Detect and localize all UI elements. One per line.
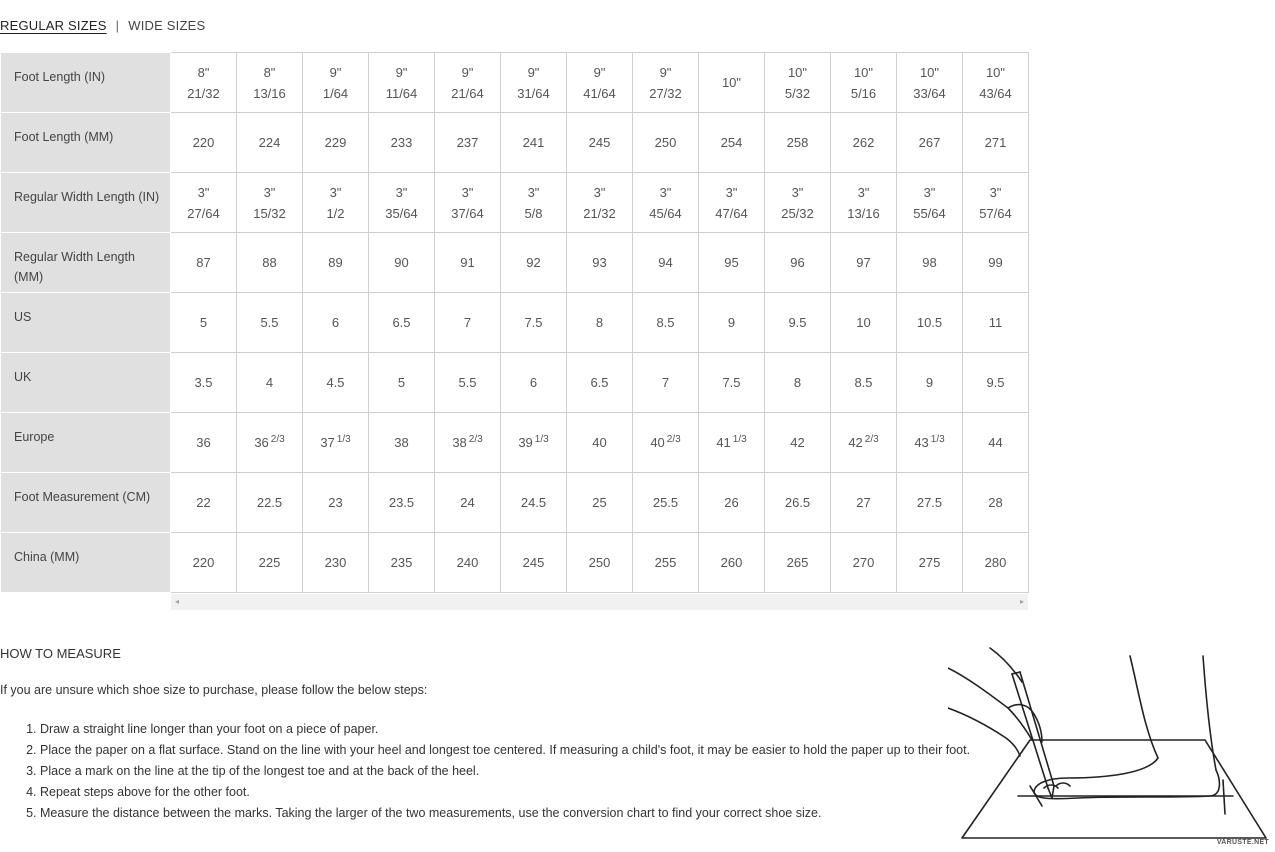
size-cell bbox=[831, 293, 897, 353]
size-cell bbox=[303, 413, 369, 473]
size-cell bbox=[633, 413, 699, 473]
watermark-text: VARUSTE.NET bbox=[1216, 839, 1269, 846]
size-cell bbox=[567, 413, 633, 473]
size-cell bbox=[633, 113, 699, 173]
size-cell bbox=[237, 113, 303, 173]
size-cell-value: 230 bbox=[324, 555, 347, 570]
size-cell-value: 10" bbox=[721, 75, 742, 90]
size-cell bbox=[765, 173, 831, 233]
size-cell-value: 235 bbox=[390, 555, 413, 570]
horizontal-scrollbar[interactable] bbox=[171, 594, 1028, 610]
size-chart-row bbox=[1, 113, 1029, 173]
size-cell bbox=[897, 353, 963, 413]
size-cell bbox=[237, 293, 303, 353]
size-cell bbox=[765, 533, 831, 593]
size-cell bbox=[435, 353, 501, 413]
row-label: Europe bbox=[1, 413, 171, 473]
tab-wide-sizes[interactable]: WIDE SIZES bbox=[128, 18, 206, 33]
size-cell bbox=[501, 53, 567, 113]
size-cell-value: 97 bbox=[856, 255, 871, 270]
size-cell-value: 5.5 bbox=[260, 315, 279, 330]
size-cell bbox=[237, 53, 303, 113]
size-cell bbox=[237, 413, 303, 473]
size-chart-table bbox=[0, 52, 1029, 593]
size-cell bbox=[765, 293, 831, 353]
size-cell-value: 3.5 bbox=[194, 375, 213, 390]
size-cell-value: 8" 21/32 bbox=[187, 64, 220, 101]
size-cell bbox=[699, 233, 765, 293]
size-cell bbox=[765, 413, 831, 473]
size-cell bbox=[501, 473, 567, 533]
size-cell bbox=[765, 53, 831, 113]
size-cell bbox=[699, 53, 765, 113]
size-cell bbox=[171, 293, 237, 353]
size-cell bbox=[303, 533, 369, 593]
size-cell-value: 9" 21/64 bbox=[451, 64, 484, 101]
size-cell bbox=[897, 53, 963, 113]
size-cell-value: 23 bbox=[328, 495, 343, 510]
size-cell-value: 99 bbox=[988, 255, 1003, 270]
size-chart-row bbox=[1, 53, 1029, 113]
size-cell-value: 9" 11/64 bbox=[385, 64, 418, 101]
size-chart-row bbox=[1, 353, 1029, 413]
size-cell-fraction: 2/3 bbox=[666, 433, 681, 445]
size-cell bbox=[699, 533, 765, 593]
measure-step: 3. Place a mark on the line at the tip of the longest toe and at the back of the heel. bbox=[40, 761, 1000, 782]
size-cell-fraction: 2/3 bbox=[468, 433, 483, 445]
size-cell-value: 7.5 bbox=[722, 375, 741, 390]
size-cell-value: 93 bbox=[592, 255, 607, 270]
size-cell-value: 9.5 bbox=[788, 315, 807, 330]
size-cell-value: 8 bbox=[793, 375, 802, 390]
row-label: Foot Length (MM) bbox=[1, 113, 171, 173]
size-cell-value: 28 bbox=[988, 495, 1003, 510]
size-cell bbox=[567, 533, 633, 593]
size-cell-value: 10" 43/64 bbox=[979, 64, 1012, 101]
measure-step: 2. Place the paper on a flat surface. Stand on the line with your heel and longest toe centered. If measuring a child's foot, it may be easier to hold the paper up to their foot. bbox=[40, 740, 1000, 761]
size-cell-value: 241 bbox=[522, 135, 545, 150]
size-cell-value: 9 bbox=[925, 375, 934, 390]
size-cell bbox=[897, 413, 963, 473]
size-cell bbox=[633, 533, 699, 593]
size-cell-value: 3" 57/64 bbox=[979, 184, 1012, 221]
size-cell-value: 260 bbox=[720, 555, 743, 570]
size-cell-value: 3" 27/64 bbox=[187, 184, 220, 221]
size-cell bbox=[303, 473, 369, 533]
size-cell bbox=[699, 113, 765, 173]
size-cell bbox=[897, 473, 963, 533]
size-cell-fraction: 2/3 bbox=[864, 433, 879, 445]
size-cell-value: 6.5 bbox=[392, 315, 411, 330]
size-cell bbox=[303, 353, 369, 413]
size-cell bbox=[567, 113, 633, 173]
size-cell bbox=[501, 533, 567, 593]
size-cell-value: 24.5 bbox=[520, 495, 547, 510]
size-cell-value: 10" 5/16 bbox=[850, 64, 877, 101]
size-cell-value: 3" 1/2 bbox=[326, 184, 345, 221]
size-cell-value: 240 bbox=[456, 555, 479, 570]
size-cell-value: 271 bbox=[984, 135, 1007, 150]
size-cell bbox=[765, 113, 831, 173]
size-cell bbox=[765, 353, 831, 413]
size-cell-value: 44 bbox=[988, 435, 1003, 450]
size-cell bbox=[435, 533, 501, 593]
size-cell bbox=[567, 293, 633, 353]
size-cell-value: 4 bbox=[265, 375, 274, 390]
size-cell bbox=[963, 473, 1029, 533]
size-cell-value: 8.5 bbox=[854, 375, 873, 390]
size-cell-value: 265 bbox=[786, 555, 809, 570]
size-cell bbox=[237, 173, 303, 233]
size-cell-value: 40 bbox=[592, 435, 607, 450]
foot-measuring-illustration bbox=[948, 638, 1275, 847]
size-cell-value: 250 bbox=[654, 135, 677, 150]
size-cell bbox=[963, 53, 1029, 113]
size-cell-value: 90 bbox=[394, 255, 409, 270]
size-cell-value: 87 bbox=[196, 255, 211, 270]
size-cell bbox=[699, 173, 765, 233]
size-cell bbox=[963, 353, 1029, 413]
size-cell bbox=[831, 413, 897, 473]
size-cell bbox=[501, 293, 567, 353]
size-cell bbox=[369, 413, 435, 473]
size-cell bbox=[831, 533, 897, 593]
size-cell bbox=[435, 173, 501, 233]
size-cell-value: 8 bbox=[595, 315, 604, 330]
size-cell-value: 42 bbox=[790, 435, 805, 450]
size-cell bbox=[633, 53, 699, 113]
size-cell bbox=[831, 473, 897, 533]
size-cell bbox=[567, 233, 633, 293]
size-cell bbox=[633, 353, 699, 413]
size-cell bbox=[831, 353, 897, 413]
size-cell bbox=[237, 533, 303, 593]
size-cell bbox=[237, 233, 303, 293]
size-cell-value: 7.5 bbox=[524, 315, 543, 330]
size-cell bbox=[171, 473, 237, 533]
size-cell-value: 245 bbox=[522, 555, 545, 570]
size-cell-value: 237 bbox=[456, 135, 479, 150]
size-cell bbox=[963, 413, 1029, 473]
size-chart-row bbox=[1, 473, 1029, 533]
size-cell-value: 5 bbox=[397, 375, 406, 390]
size-cell-fraction: 1/3 bbox=[930, 433, 945, 445]
size-cell-value: 9" 31/64 bbox=[517, 64, 550, 101]
size-cell-value: 8.5 bbox=[656, 315, 675, 330]
size-chart-row bbox=[1, 173, 1029, 233]
size-cell-value: 96 bbox=[790, 255, 805, 270]
size-cell bbox=[171, 413, 237, 473]
size-cell bbox=[435, 233, 501, 293]
size-cell bbox=[369, 293, 435, 353]
size-cell bbox=[963, 113, 1029, 173]
size-cell bbox=[567, 53, 633, 113]
size-cell-value: 91 bbox=[460, 255, 475, 270]
size-cell bbox=[831, 113, 897, 173]
size-cell bbox=[831, 233, 897, 293]
row-label: Foot Measurement (CM) bbox=[1, 473, 171, 533]
size-cell bbox=[765, 233, 831, 293]
size-cell-value: 270 bbox=[852, 555, 875, 570]
size-cell-value: 22.5 bbox=[256, 495, 283, 510]
size-cell-value: 245 bbox=[588, 135, 611, 150]
measure-step: 4. Repeat steps above for the other foot. bbox=[40, 782, 1000, 803]
size-cell-value: 38 bbox=[394, 435, 409, 450]
size-cell-value: 43 bbox=[914, 435, 929, 450]
size-cell-value: 255 bbox=[654, 555, 677, 570]
size-cell bbox=[897, 113, 963, 173]
size-cell-value: 88 bbox=[262, 255, 277, 270]
size-cell bbox=[435, 113, 501, 173]
size-cell-value: 258 bbox=[786, 135, 809, 150]
size-cell-value: 92 bbox=[526, 255, 541, 270]
size-cell bbox=[501, 413, 567, 473]
size-cell-value: 24 bbox=[460, 495, 475, 510]
size-cell-fraction: 2/3 bbox=[270, 433, 285, 445]
scroll-right-arrow-icon[interactable]: ▸ bbox=[1019, 597, 1024, 606]
size-cell bbox=[699, 473, 765, 533]
size-cell-value: 3" 37/64 bbox=[451, 184, 484, 221]
size-cell bbox=[501, 113, 567, 173]
size-cell-value: 233 bbox=[390, 135, 413, 150]
size-cell-value: 3" 55/64 bbox=[913, 184, 946, 221]
size-cell-value: 38 bbox=[452, 435, 467, 450]
size-cell bbox=[369, 233, 435, 293]
size-cell-value: 9" 1/64 bbox=[322, 64, 349, 101]
size-cell bbox=[303, 53, 369, 113]
size-cell-value: 10 bbox=[856, 315, 871, 330]
row-label: Regular Width Length (MM) bbox=[1, 233, 171, 293]
size-cell bbox=[171, 173, 237, 233]
size-cell bbox=[699, 353, 765, 413]
size-cell bbox=[897, 173, 963, 233]
size-cell bbox=[567, 473, 633, 533]
size-cell-value: 42 bbox=[848, 435, 863, 450]
size-cell bbox=[963, 533, 1029, 593]
size-cell bbox=[237, 353, 303, 413]
size-cell bbox=[501, 173, 567, 233]
size-cell bbox=[435, 473, 501, 533]
size-cell-value: 254 bbox=[720, 135, 743, 150]
size-cell-value: 6 bbox=[331, 315, 340, 330]
size-cell-value: 9" 41/64 bbox=[583, 64, 616, 101]
measure-steps-list bbox=[0, 719, 1000, 824]
size-cell bbox=[963, 173, 1029, 233]
size-tabs bbox=[0, 18, 205, 33]
size-cell-value: 9" 27/32 bbox=[649, 64, 682, 101]
size-cell bbox=[303, 113, 369, 173]
scroll-left-arrow-icon[interactable]: ◂ bbox=[175, 597, 180, 606]
size-cell-value: 3" 15/32 bbox=[253, 184, 286, 221]
size-chart-row bbox=[1, 533, 1029, 593]
measure-step: 5. Measure the distance between the marks. Taking the larger of the two measurements, use the conversion chart to find your correct shoe size. bbox=[40, 803, 1000, 824]
size-cell bbox=[369, 53, 435, 113]
size-cell bbox=[369, 173, 435, 233]
size-cell-value: 10" 33/64 bbox=[913, 64, 946, 101]
size-cell-value: 3" 35/64 bbox=[385, 184, 418, 221]
size-cell bbox=[963, 293, 1029, 353]
size-cell-value: 94 bbox=[658, 255, 673, 270]
size-cell bbox=[699, 413, 765, 473]
size-cell bbox=[303, 233, 369, 293]
size-cell-fraction: 1/3 bbox=[732, 433, 747, 445]
size-cell-value: 40 bbox=[650, 435, 665, 450]
size-cell-value: 250 bbox=[588, 555, 611, 570]
size-cell-value: 22 bbox=[196, 495, 211, 510]
size-cell bbox=[831, 53, 897, 113]
size-cell-value: 6.5 bbox=[590, 375, 609, 390]
size-cell bbox=[831, 173, 897, 233]
size-cell bbox=[567, 173, 633, 233]
size-cell-value: 280 bbox=[984, 555, 1007, 570]
size-cell-value: 220 bbox=[192, 135, 215, 150]
size-cell-value: 224 bbox=[258, 135, 281, 150]
size-cell-value: 39 bbox=[518, 435, 533, 450]
size-cell-value: 36 bbox=[196, 435, 211, 450]
size-cell-value: 7 bbox=[463, 315, 472, 330]
how-to-measure-intro: If you are unsure which shoe size to purchase, please follow the below steps: bbox=[0, 683, 428, 697]
size-cell-fraction: 1/3 bbox=[336, 433, 351, 445]
size-cell-value: 7 bbox=[661, 375, 670, 390]
size-cell-value: 220 bbox=[192, 555, 215, 570]
size-cell bbox=[171, 353, 237, 413]
tab-separator: | bbox=[115, 18, 120, 33]
size-cell bbox=[897, 533, 963, 593]
size-cell-value: 26.5 bbox=[784, 495, 811, 510]
size-cell-fraction: 1/3 bbox=[534, 433, 549, 445]
size-chart-row bbox=[1, 233, 1029, 293]
size-cell-value: 23.5 bbox=[388, 495, 415, 510]
size-cell bbox=[501, 353, 567, 413]
size-cell-value: 11 bbox=[988, 315, 1003, 330]
size-cell-value: 36 bbox=[254, 435, 269, 450]
tab-regular-sizes[interactable]: REGULAR SIZES bbox=[0, 18, 107, 33]
size-cell bbox=[435, 53, 501, 113]
size-cell-value: 5.5 bbox=[458, 375, 477, 390]
size-cell bbox=[963, 233, 1029, 293]
size-cell bbox=[699, 293, 765, 353]
size-cell-value: 26 bbox=[724, 495, 739, 510]
size-cell-value: 10.5 bbox=[916, 315, 943, 330]
size-cell bbox=[171, 533, 237, 593]
size-chart-row bbox=[1, 293, 1029, 353]
size-cell-value: 3" 5/8 bbox=[524, 184, 543, 221]
row-label: UK bbox=[1, 353, 171, 413]
size-cell-value: 275 bbox=[918, 555, 941, 570]
size-cell-value: 9 bbox=[727, 315, 736, 330]
row-label: China (MM) bbox=[1, 533, 171, 593]
foot-drawing-icon bbox=[948, 638, 1275, 847]
size-cell bbox=[171, 113, 237, 173]
how-to-measure-title: HOW TO MEASURE bbox=[0, 646, 121, 661]
row-label: Foot Length (IN) bbox=[1, 53, 171, 113]
size-cell-value: 27.5 bbox=[916, 495, 943, 510]
size-cell-value: 27 bbox=[856, 495, 871, 510]
size-cell bbox=[897, 233, 963, 293]
size-cell-value: 3" 47/64 bbox=[715, 184, 748, 221]
size-cell bbox=[435, 293, 501, 353]
size-cell bbox=[369, 353, 435, 413]
size-cell-value: 25 bbox=[592, 495, 607, 510]
size-cell bbox=[237, 473, 303, 533]
measure-step: 1. Draw a straight line longer than your foot on a piece of paper. bbox=[40, 719, 1000, 740]
size-cell bbox=[633, 473, 699, 533]
size-cell-value: 3" 45/64 bbox=[649, 184, 682, 221]
size-chart-body bbox=[1, 53, 1029, 593]
size-cell bbox=[765, 473, 831, 533]
size-cell-value: 41 bbox=[716, 435, 731, 450]
size-cell-value: 4.5 bbox=[326, 375, 345, 390]
row-label: Regular Width Length (IN) bbox=[1, 173, 171, 233]
size-cell bbox=[435, 413, 501, 473]
size-cell bbox=[633, 173, 699, 233]
size-chart-row bbox=[1, 413, 1029, 473]
size-cell bbox=[369, 533, 435, 593]
size-cell bbox=[303, 293, 369, 353]
size-cell-value: 98 bbox=[922, 255, 937, 270]
size-cell bbox=[501, 233, 567, 293]
size-cell-value: 37 bbox=[320, 435, 335, 450]
size-cell bbox=[171, 233, 237, 293]
size-cell bbox=[567, 353, 633, 413]
size-cell-value: 9.5 bbox=[986, 375, 1005, 390]
size-cell bbox=[369, 473, 435, 533]
size-cell bbox=[897, 293, 963, 353]
size-cell-value: 5 bbox=[199, 315, 208, 330]
size-cell-value: 267 bbox=[918, 135, 941, 150]
row-label: US bbox=[1, 293, 171, 353]
size-cell-value: 225 bbox=[258, 555, 281, 570]
size-cell-value: 3" 13/16 bbox=[847, 184, 880, 221]
size-cell-value: 3" 25/32 bbox=[781, 184, 814, 221]
size-cell bbox=[369, 113, 435, 173]
size-cell-value: 6 bbox=[529, 375, 538, 390]
size-cell-value: 95 bbox=[724, 255, 739, 270]
size-cell bbox=[171, 53, 237, 113]
size-cell bbox=[633, 293, 699, 353]
size-cell-value: 89 bbox=[328, 255, 343, 270]
size-cell-value: 229 bbox=[324, 135, 347, 150]
size-cell-value: 25.5 bbox=[652, 495, 679, 510]
size-cell-value: 8" 13/16 bbox=[253, 64, 286, 101]
size-cell-value: 10" 5/32 bbox=[784, 64, 811, 101]
size-cell-value: 262 bbox=[852, 135, 875, 150]
size-cell bbox=[303, 173, 369, 233]
size-cell-value: 3" 21/32 bbox=[583, 184, 616, 221]
size-cell bbox=[633, 233, 699, 293]
